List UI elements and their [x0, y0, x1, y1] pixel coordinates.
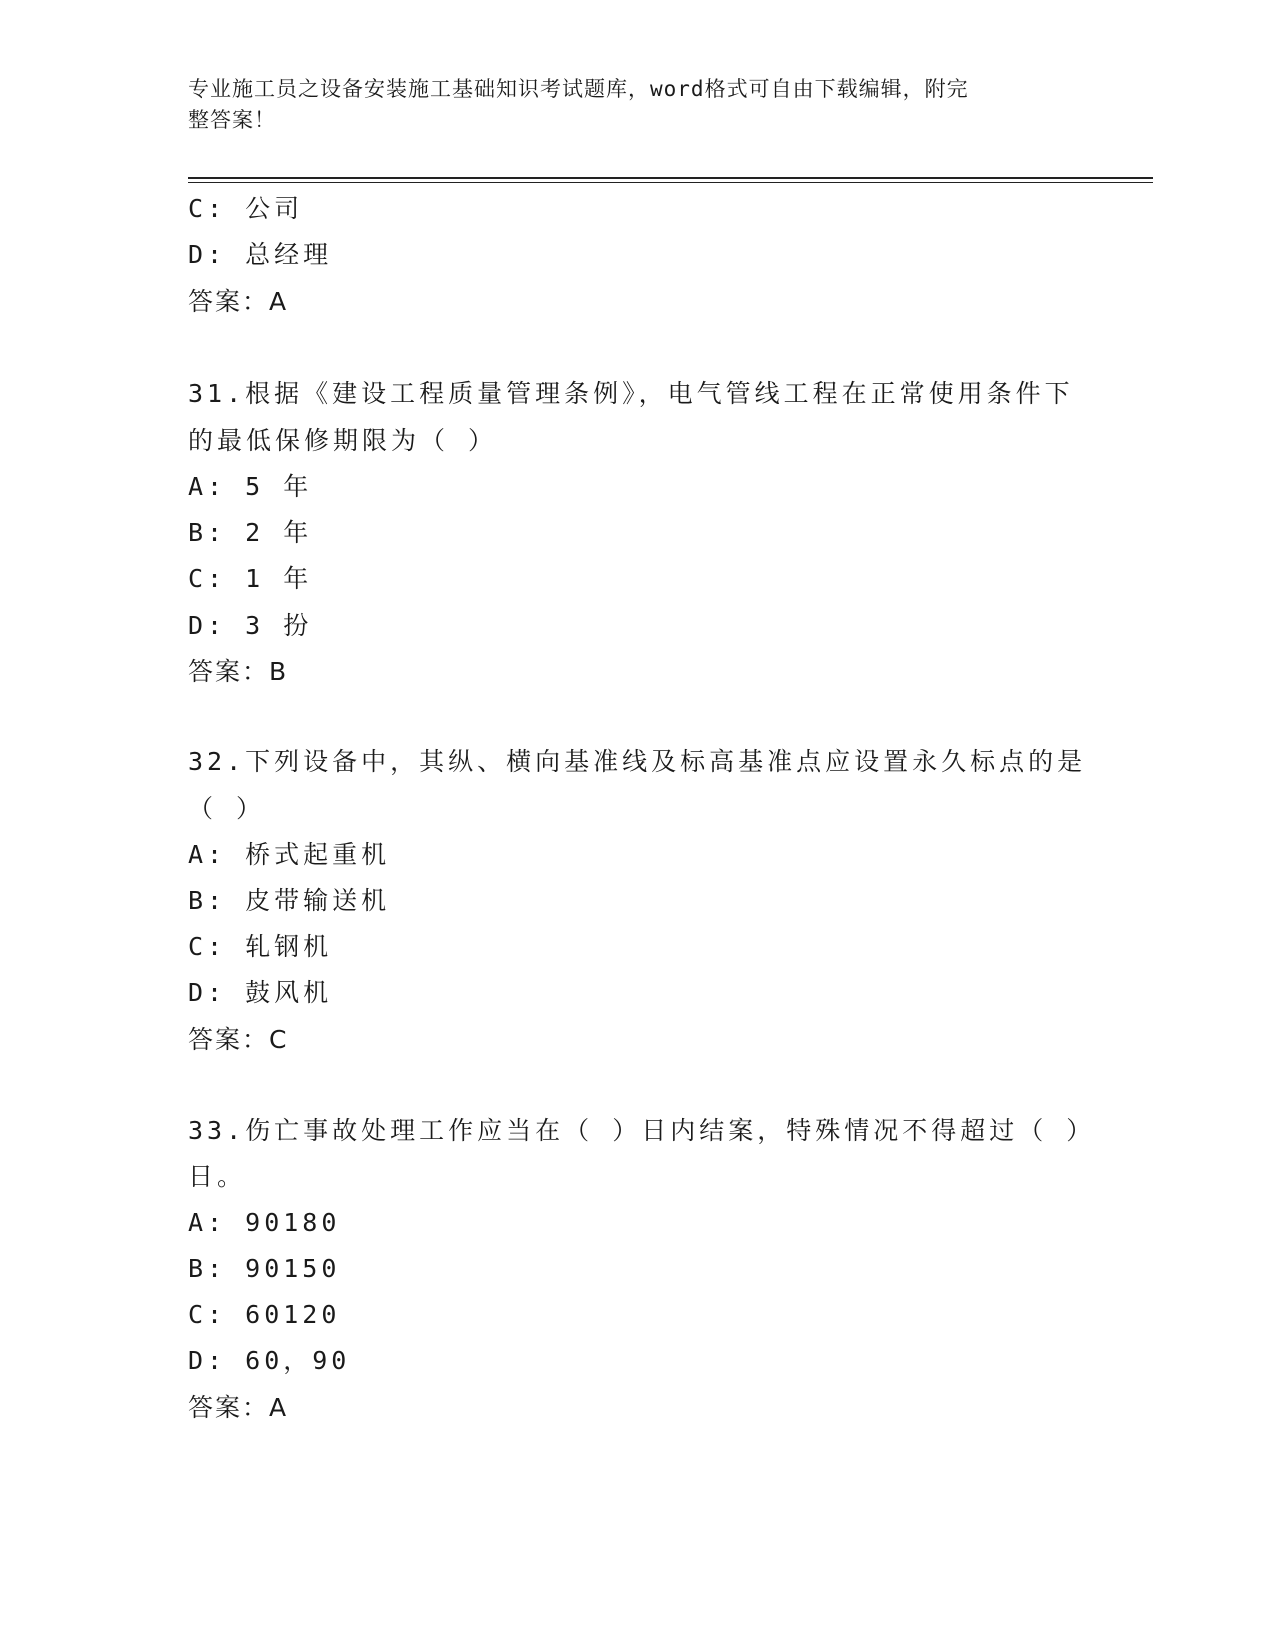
document-header: [188, 74, 1068, 136]
option-d: D: 总经理: [188, 240, 333, 269]
header-divider-thick: [188, 177, 1153, 179]
question-33-option-d: D: 60，90: [188, 1346, 351, 1375]
question-32-option-b: B: 皮带输送机: [188, 886, 391, 915]
option-c: C: 公司: [188, 194, 304, 223]
answer-label: 答案：A: [188, 287, 289, 316]
question-31-option-a: A: 5 年: [188, 472, 313, 501]
question-32-option-d: D: 鼓风机: [188, 978, 333, 1007]
question-32-option-a: A: 桥式起重机: [188, 840, 391, 869]
question-32-answer: 答案：C: [188, 1025, 289, 1054]
header-line-1: 专业施工员之设备安装施工基础知识考试题库，word格式可自由下载编辑，附完: [188, 77, 969, 101]
question-33-option-c: C: 60120: [188, 1300, 341, 1329]
question-31-option-c: C: 1 年: [188, 564, 313, 593]
question-31-option-d: D: 3 扮: [188, 611, 313, 640]
question-31-stem-line-1: 31.根据《建设工程质量管理条例》，电气管线工程在正常使用条件下: [188, 379, 1074, 408]
question-33-stem-line-2: 日。: [188, 1162, 247, 1191]
question-33-option-a: A: 90180: [188, 1208, 341, 1237]
question-32-stem-line-2: （ ）: [188, 794, 266, 823]
question-31-answer: 答案：B: [188, 657, 289, 686]
header-divider-thin: [188, 182, 1153, 183]
header-line-2: 整答案！: [188, 108, 276, 132]
question-33-option-b: B: 90150: [188, 1254, 341, 1283]
question-32-option-c: C: 轧钢机: [188, 932, 333, 961]
question-31-stem-line-2: 的最低保修期限为（ ）: [188, 426, 498, 455]
question-33-stem-line-1: 33.伤亡事故处理工作应当在（ ）日内结案，特殊情况不得超过（ ）: [188, 1116, 1096, 1145]
question-33-answer: 答案：A: [188, 1393, 289, 1422]
question-31-option-b: B: 2 年: [188, 518, 313, 547]
question-32-stem-line-1: 32.下列设备中，其纵、横向基准线及标高基准点应设置永久标点的是: [188, 747, 1087, 776]
